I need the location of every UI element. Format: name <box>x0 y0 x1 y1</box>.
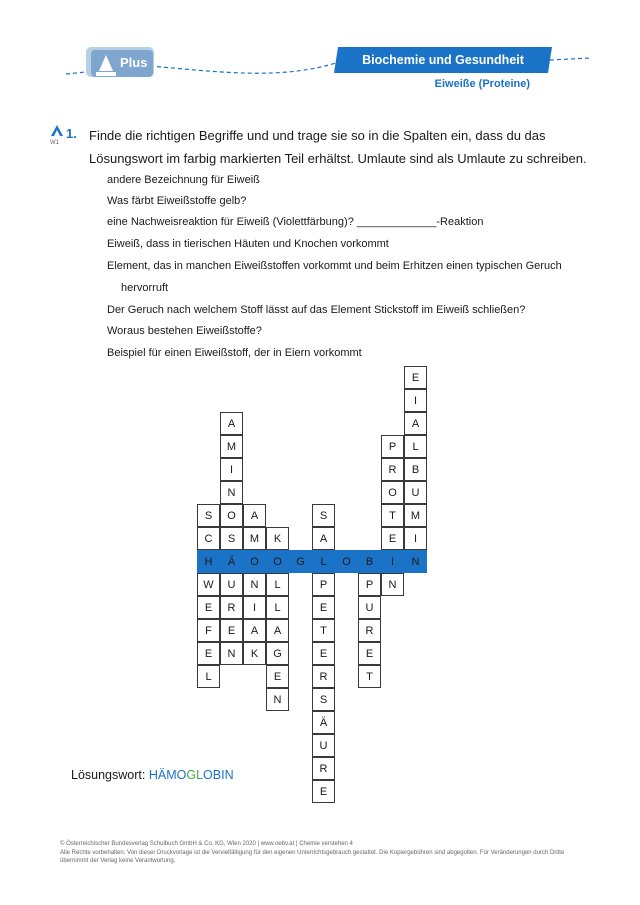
crossword-cell: U <box>404 481 427 504</box>
crossword-cell: S <box>312 688 335 711</box>
crossword-cell: Ä <box>312 711 335 734</box>
crossword-cell: O <box>243 550 266 573</box>
crossword-cell: U <box>312 734 335 757</box>
crossword-cell: I <box>220 458 243 481</box>
crossword-cell: L <box>197 665 220 688</box>
crossword-cell: P <box>381 435 404 458</box>
clue-item: hervorruft <box>121 282 169 294</box>
crossword-cell: N <box>243 573 266 596</box>
crossword-cell: E <box>266 665 289 688</box>
crossword-cell: O <box>220 504 243 527</box>
crossword-cell: A <box>243 504 266 527</box>
topic-title: Eiweiße (Proteine) <box>434 78 530 90</box>
crossword-cell: L <box>266 596 289 619</box>
crossword-cell: A <box>312 527 335 550</box>
crossword-cell: K <box>243 642 266 665</box>
crossword-cell: A <box>266 619 289 642</box>
crossword-cell: G <box>266 642 289 665</box>
crossword-cell: E <box>220 619 243 642</box>
crossword-cell: I <box>404 389 427 412</box>
crossword-cell: T <box>358 665 381 688</box>
solution-part-3: OBIN <box>203 768 234 782</box>
footer <box>60 840 580 866</box>
crossword-cell: R <box>312 757 335 780</box>
clue-item: Beispiel für einen Eiweißstoff, der in Eiern vorkommt <box>107 347 362 359</box>
crossword-cell: A <box>220 412 243 435</box>
crossword-cell: B <box>358 550 381 573</box>
crossword-cell: S <box>312 504 335 527</box>
crossword-cell: E <box>312 642 335 665</box>
crossword-cell: W <box>197 573 220 596</box>
clue-item: Eiweiß, dass in tierischen Häuten und Knochen vorkommt <box>107 238 389 250</box>
solution-part-2: GL <box>186 768 204 782</box>
crossword-cell: N <box>266 688 289 711</box>
crossword-cell: L <box>266 573 289 596</box>
crossword-cell: S <box>220 527 243 550</box>
logo-label: Plus <box>120 55 148 70</box>
crossword-cell: K <box>266 527 289 550</box>
crossword-cell: R <box>358 619 381 642</box>
solution-part-1: HÄMO <box>148 768 187 782</box>
crossword-cell: S <box>197 504 220 527</box>
clue-item: Was färbt Eiweißstoffe gelb? <box>107 195 247 207</box>
crossword-cell: L <box>404 435 427 458</box>
crossword-cell: H <box>197 550 220 573</box>
crossword-cell: A <box>404 412 427 435</box>
crossword-cell: N <box>381 573 404 596</box>
crossword-cell: F <box>197 619 220 642</box>
crossword-cell: O <box>335 550 358 573</box>
crossword-cell: P <box>312 573 335 596</box>
crossword-cell: U <box>220 573 243 596</box>
crossword-cell: E <box>197 642 220 665</box>
level-label: W1 <box>50 140 59 146</box>
crossword-cell: B <box>404 458 427 481</box>
subject-title: Biochemie und Gesundheit <box>362 53 524 67</box>
crossword-cell: E <box>312 596 335 619</box>
solution-line <box>71 768 234 782</box>
crossword-cell: E <box>197 596 220 619</box>
footer-copyright: © Österreichischer Bundesverlag Schulbuch GmbH & Co. KG, Wien 2020 | www.oebv.at | Chemie verstehen 4 <box>60 841 353 847</box>
crossword-cell: N <box>220 642 243 665</box>
crossword-cell: R <box>381 458 404 481</box>
crossword-cell: R <box>220 596 243 619</box>
crossword-cell: A <box>243 619 266 642</box>
crossword-cell: M <box>404 504 427 527</box>
crossword-cell: C <box>197 527 220 550</box>
clue-item: Element, das in manchen Eiweißstoffen vorkommt und beim Erhitzen einen typischen Geruch <box>107 260 562 272</box>
crossword-cell: N <box>404 550 427 573</box>
crossword-cell: I <box>243 596 266 619</box>
crossword-cell: I <box>404 527 427 550</box>
crossword-cell: E <box>312 780 335 803</box>
crossword-cell: E <box>381 527 404 550</box>
clue-item: Der Geruch nach welchem Stoff lässt auf das Element Stickstoff im Eiweiß schließen? <box>107 304 526 316</box>
crossword-cell: N <box>220 481 243 504</box>
crossword-cell: L <box>312 550 335 573</box>
clue-item: Woraus bestehen Eiweißstoffe? <box>107 325 262 337</box>
crossword-cell: T <box>381 504 404 527</box>
clue-item: eine Nachweisreaktion für Eiweiß (Violettfärbung)? _____________-Reaktion <box>107 216 484 228</box>
clue-item: andere Bezeichnung für Eiweiß <box>107 174 260 186</box>
crossword-cell: M <box>243 527 266 550</box>
crossword-cell: Ä <box>220 550 243 573</box>
crossword-cell: O <box>266 550 289 573</box>
crossword-cell: G <box>289 550 312 573</box>
crossword-cell: M <box>220 435 243 458</box>
crossword-cell: R <box>312 665 335 688</box>
crossword-cell: I <box>381 550 404 573</box>
crossword-cell: O <box>381 481 404 504</box>
crossword-cell: T <box>312 619 335 642</box>
solution-label: Lösungswort: <box>71 768 146 782</box>
crossword-cell: E <box>358 642 381 665</box>
footer-rights: Alle Rechte vorbehalten. Von dieser Druckvorlage ist die Vervielfältigung für den eigenen Unterrichtsgebrauch gestattet. Die Kopiergebühren sind abgegolten. Für Veränderungen durch Dritte übernimmt der Verlag keine Verantwortung. <box>60 849 565 864</box>
task-number: 1. <box>66 126 77 141</box>
crossword-cell: P <box>358 573 381 596</box>
task-instruction: Finde die richtigen Begriffe und und trage sie so in die Spalten ein, dass du das Lösungswort im farbig markierten Teil erhältst. Umlaute sind als Umlaute zu schreiben. <box>89 128 587 166</box>
crossword-cell: E <box>404 366 427 389</box>
crossword-cell: U <box>358 596 381 619</box>
